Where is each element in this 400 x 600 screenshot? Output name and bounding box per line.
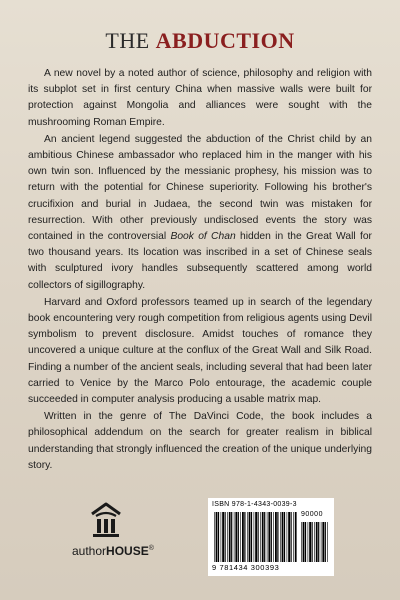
synopsis-paragraph-3: Harvard and Oxford professors teamed up in search of the legendary book encountering very rough competition from religious agents using Devil symbolism to prevent disclosure. Amidst touches of romance they uncovered a unique culture at the conflux of the Great Wall and Silk Road. Finding a number of the ancient seals, including several that had been later carried to Venice by the Marco Polo entourage, the academic couple succeeded in computer analysis producing a usable matrix map. [28,296,372,406]
registered-mark: ® [148,545,154,552]
book-of-chan-title: Book of Chan [170,231,236,243]
paragraph-2-tail: hidden in the Great Wall for two thousand years. Its location was inscribed in a set of Chinese seals with sculptured ivory handles subsequently scattered among world collectors of sigillography. [28,231,372,291]
publisher-name [72,544,154,558]
addon-barcode-bars [301,522,329,562]
title-prefix: THE [105,28,156,53]
publisher-name-light: author [72,544,107,558]
price-addon-number: 90000 [301,511,323,518]
isbn-number: ISBN 978-1-4343-0039-3 [212,501,297,508]
ean-number: 9 781434 300393 [212,563,280,572]
isbn-barcode [208,498,334,576]
synopsis [28,66,372,475]
publisher-house-icon [88,500,124,540]
book-title [0,28,400,54]
synopsis-paragraph-1: A new novel by a noted author of science, philosophy and religion with its subplot set in first century China when massive walls were built for protection against Mongolia and alliances were sought with the mushrooming Roman Empire. [28,68,372,128]
publisher-logo [70,500,170,570]
publisher-name-bold: HOUSE [106,544,149,558]
synopsis-paragraph-2 [28,132,372,294]
synopsis-paragraph-4: Written in the genre of The DaVinci Code, the book includes a philosophical addendum on the search for greater realism in biblical understanding that strongly influenced the creation of the unique underlying story. [28,411,372,471]
paragraph-2-text: An ancient legend suggested the abduction of the Christ child by an ambitious Chinese ambassador who replaced him in the manger with his own twin son. Influenced by the messianic prophesy, his mission was to return with the potential for Chinese superiority. Following his brother's crucifixion and burial in Judaea, the second twin was mistaken for resurrection. With other previously undisclosed events the story was contained in the controversial [28,133,372,243]
ean-barcode-bars [214,512,298,562]
title-accent: ABDUCTION [155,28,295,53]
